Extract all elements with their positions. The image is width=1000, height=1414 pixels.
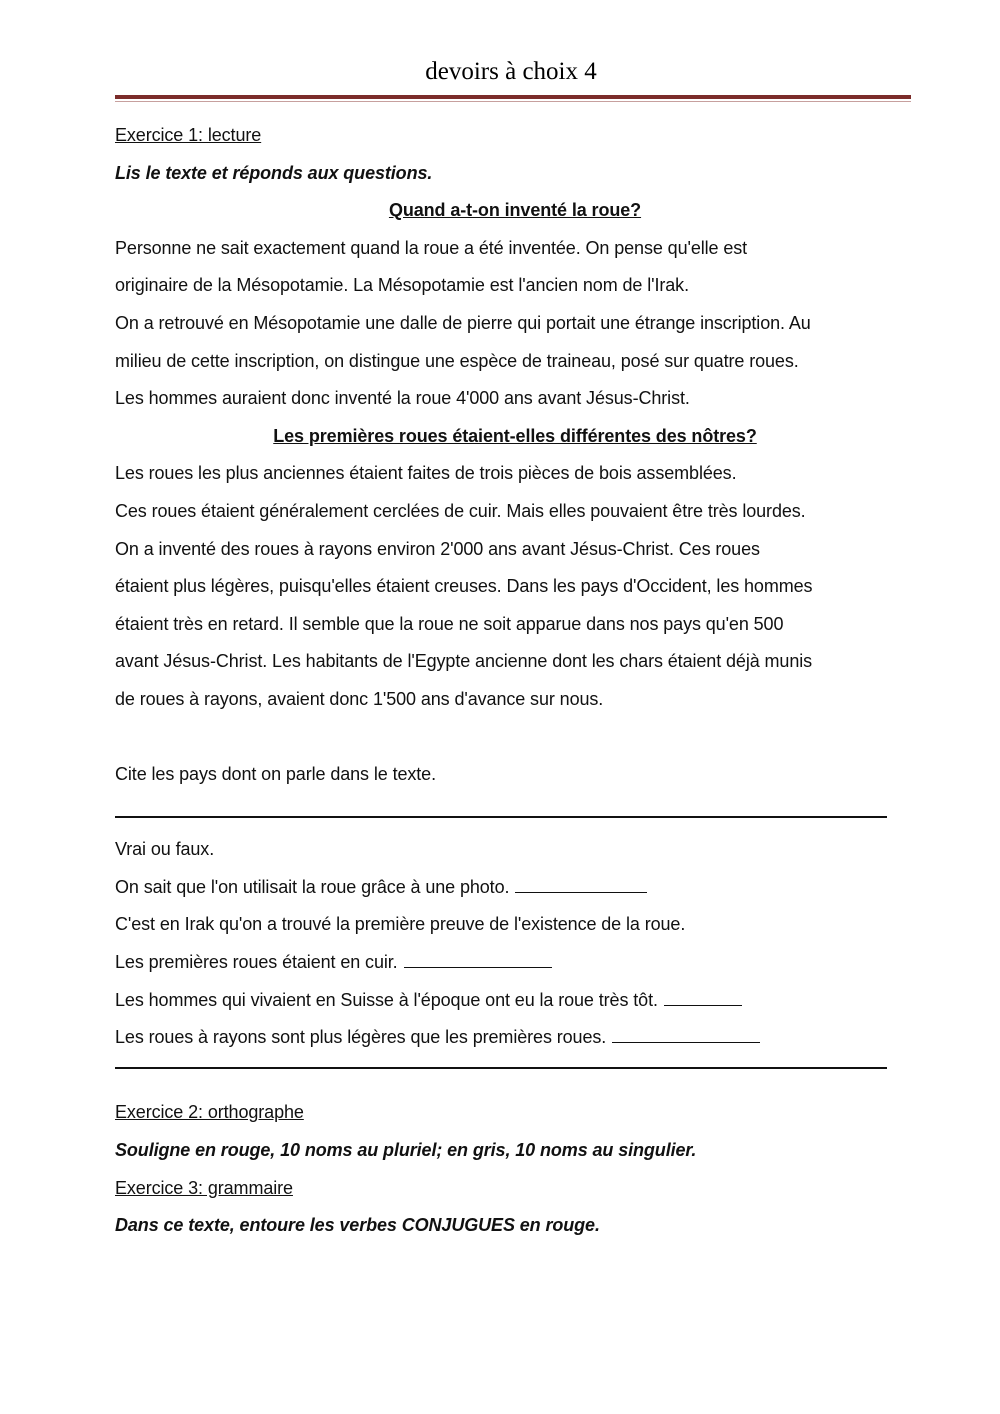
question-countries: Cite les pays dont on parle dans le texte.: [115, 764, 436, 785]
exercise2-instruction: Souligne en rouge, 10 noms au pluriel; en gris, 10 noms au singulier.: [115, 1140, 697, 1161]
paragraph-line: On a retrouvé en Mésopotamie une dalle de pierre qui portait une étrange inscription. Au: [115, 312, 811, 333]
truefalse-item: [115, 944, 915, 982]
paragraph-line: étaient très en retard. Il semble que la roue ne soit apparue dans nos pays qu'en 500: [115, 613, 784, 634]
paragraph-line: Personne ne sait exactement quand la roue a été inventée. On pense qu'elle est: [115, 237, 748, 258]
exercise2-label: Exercice 2: orthographe: [115, 1102, 304, 1123]
truefalse-item: [115, 982, 915, 1020]
truefalse-title: Vrai ou faux.: [115, 839, 215, 860]
exercise1-label: Exercice 1: lecture: [115, 125, 262, 145]
answer-blank[interactable]: [404, 947, 552, 968]
paragraph-line: de roues à rayons, avaient donc 1'500 ans d'avance sur nous.: [115, 688, 604, 709]
paragraph-line: avant Jésus-Christ. Les habitants de l'Egypte ancienne dont les chars étaient déjà munis: [115, 651, 813, 672]
worksheet-content: [115, 117, 915, 1245]
paragraph-line: Les roues les plus anciennes étaient faites de trois pièces de bois assemblées.: [115, 463, 737, 484]
truefalse-statement: Les hommes qui vivaient en Suisse à l'époque ont eu la roue très tôt.: [115, 989, 658, 1010]
exercise3-instruction: Dans ce texte, entoure les verbes CONJUGUES en rouge.: [115, 1215, 600, 1236]
truefalse-statement: Les premières roues étaient en cuir.: [115, 952, 398, 973]
text-heading-1: Quand a-t-on inventé la roue?: [388, 200, 642, 221]
answer-line-countries[interactable]: [115, 794, 915, 832]
text-heading-2: Les premières roues étaient-elles différentes des nôtres?: [273, 425, 757, 446]
paragraph-line: Les hommes auraient donc inventé la roue 4'000 ans avant Jésus-Christ.: [115, 388, 690, 409]
answer-blank[interactable]: [664, 985, 742, 1006]
paragraph-line: Ces roues étaient généralement cerclées de cuir. Mais elles pouvaient être très lourdes.: [115, 500, 806, 521]
exercise3-label: Exercice 3: grammaire: [115, 1177, 293, 1198]
answer-blank[interactable]: [612, 1022, 760, 1043]
paragraph-line: On a inventé des roues à rayons environ 2'000 ans avant Jésus-Christ. Ces roues: [115, 538, 760, 559]
truefalse-item: [115, 1019, 915, 1057]
answer-blank[interactable]: [515, 872, 647, 893]
paragraph-line: étaient plus légères, puisqu'elles étaient creuses. Dans les pays d'Occident, les hommes: [115, 576, 813, 597]
truefalse-item: [115, 869, 915, 907]
paragraph-line: originaire de la Mésopotamie. La Mésopotamie est l'ancien nom de l'Irak.: [115, 275, 689, 296]
truefalse-statement: Les roues à rayons sont plus légères que les premières roues.: [115, 1027, 607, 1048]
truefalse-item: [115, 906, 915, 944]
exercise1-instruction: Lis le texte et réponds aux questions.: [115, 162, 433, 183]
truefalse-statement: C'est en Irak qu'on a trouvé la première preuve de l'existence de la roue.: [115, 914, 686, 935]
truefalse-statement: On sait que l'on utilisait la roue grâce à une photo.: [115, 876, 510, 897]
page-title: devoirs à choix 4: [425, 58, 597, 85]
header-divider-thin: [115, 101, 911, 102]
paragraph-line: milieu de cette inscription, on distingue une espèce de traineau, posé sur quatre roues.: [115, 350, 799, 371]
header-divider: [115, 95, 911, 99]
section-divider: [115, 1057, 915, 1095]
